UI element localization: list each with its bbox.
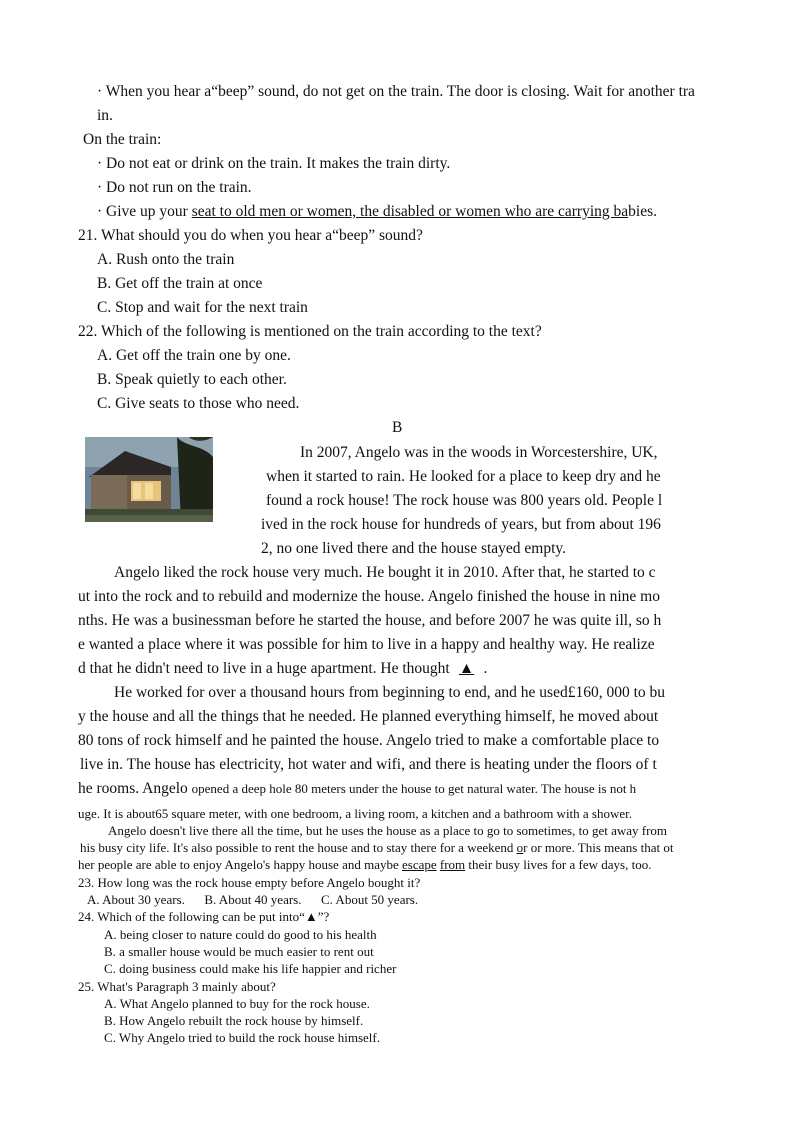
blank-triangle: ▲ xyxy=(458,660,475,677)
underlined-word-from: from xyxy=(439,857,466,872)
paragraph-3-line: uge. It is about65 square meter, with one bedroom, a living room, a kitchen and a bathroom with a shower. xyxy=(78,806,633,821)
paragraph-3-line: He worked for over a thousand hours from beginning to end, and he used£160, 000 to bu xyxy=(114,684,665,701)
paragraph-1-line: ived in the rock house for hundreds of years, but from about 196 xyxy=(261,516,661,533)
question-23-stem: 23. How long was the rock house empty before Angelo bought it? xyxy=(78,875,421,890)
on-train-heading: On the train: xyxy=(83,131,162,148)
underlined-phrase: seat to old men or women, the disabled or women who are carrying ba xyxy=(191,203,629,220)
paragraph-3-line: y the house and all the things that he needed. He planned everything himself, he moved about xyxy=(78,708,659,725)
paragraph-1-line: In 2007, Angelo was in the woods in Worcestershire, UK, xyxy=(300,444,658,461)
question-22-stem: 22. Which of the following is mentioned on the train according to the text? xyxy=(78,323,542,340)
rule-no-eating: · Do not eat or drink on the train. It makes the train dirty. xyxy=(97,155,451,172)
paragraph-3-line: live in. The house has electricity, hot water and wifi, and there is heating under the floors of t xyxy=(80,756,657,773)
question-24-option-b: B. a smaller house would be much easier to rent out xyxy=(104,944,374,959)
rule-give-seat: · Give up your seat to old men or women, the disabled or women who are carrying babies. xyxy=(97,203,657,220)
paragraph-4-line: his busy city life. It's also possible to rent the house and to stay there for a weekend or or more. This means that ot xyxy=(80,840,674,855)
paragraph-2-line: e wanted a place where it was possible for him to live in a happy and healthy way. He realize xyxy=(78,636,655,653)
paragraph-3-line: he rooms. Angelo opened a deep hole 80 meters under the house to get natural water. The house is not h xyxy=(78,780,637,797)
question-21-option-b: B. Get off the train at once xyxy=(97,275,263,292)
question-25-option-b: B. How Angelo rebuilt the rock house by himself. xyxy=(104,1013,364,1028)
question-23-options: A. About 30 years. B. About 40 years. C. About 50 years. xyxy=(87,892,419,907)
question-21-option-c: C. Stop and wait for the next train xyxy=(97,299,308,316)
paragraph-2-line: ut into the rock and to rebuild and modernize the house. Angelo finished the house in nine mo xyxy=(78,588,660,605)
question-24-option-c: C. doing business could make his life happier and richer xyxy=(104,961,397,976)
section-b-heading: B xyxy=(392,419,403,436)
paragraph-4-line: Angelo doesn't live there all the time, but he uses the house as a place to go to sometimes, to get away from xyxy=(108,823,668,838)
rock-house-photo xyxy=(85,437,213,522)
question-24-stem: 24. Which of the following can be put into“▲”? xyxy=(78,909,330,924)
paragraph-1-line: 2, no one lived there and the house stayed empty. xyxy=(261,540,567,557)
question-21-stem: 21. What should you do when you hear a“beep” sound? xyxy=(78,227,423,244)
question-25-option-a: A. What Angelo planned to buy for the rock house. xyxy=(104,996,370,1011)
rule-beep-line2: in. xyxy=(97,107,113,124)
question-24-option-a: A. being closer to nature could do good to his health xyxy=(104,927,377,942)
paragraph-1-line: when it started to rain. He looked for a place to keep dry and he xyxy=(266,468,661,485)
paragraph-2-line: Angelo liked the rock house very much. He bought it in 2010. After that, he started to c xyxy=(114,564,656,581)
paragraph-1-line: found a rock house! The rock house was 800 years old. People l xyxy=(266,492,663,509)
paragraph-3-line: 80 tons of rock himself and he painted the house. Angelo tried to make a comfortable place to xyxy=(78,732,660,749)
rule-beep-line1: · When you hear a“beep” sound, do not get on the train. The door is closing. Wait for another tra xyxy=(97,83,695,100)
paragraph-2-line: nths. He was a businessman before he started the house, and before 2007 he was quite ill, so h xyxy=(78,612,662,629)
question-22-option-a: A. Get off the train one by one. xyxy=(97,347,291,364)
paragraph-4-line: her people are able to enjoy Angelo's happy house and maybe escape from their busy lives for a few days, too. xyxy=(78,857,652,872)
question-22-option-b: B. Speak quietly to each other. xyxy=(97,371,287,388)
underlined-word-escape: escape xyxy=(402,857,437,872)
rule-no-running: · Do not run on the train. xyxy=(97,179,252,196)
paragraph-2-line: d that he didn't need to live in a huge apartment. He thought ▲ . xyxy=(78,660,488,677)
question-21-option-a: A. Rush onto the train xyxy=(97,251,235,268)
question-25-option-c: C. Why Angelo tried to build the rock house himself. xyxy=(104,1030,380,1045)
question-25-stem: 25. What's Paragraph 3 mainly about? xyxy=(78,979,276,994)
question-22-option-c: C. Give seats to those who need. xyxy=(97,395,300,412)
